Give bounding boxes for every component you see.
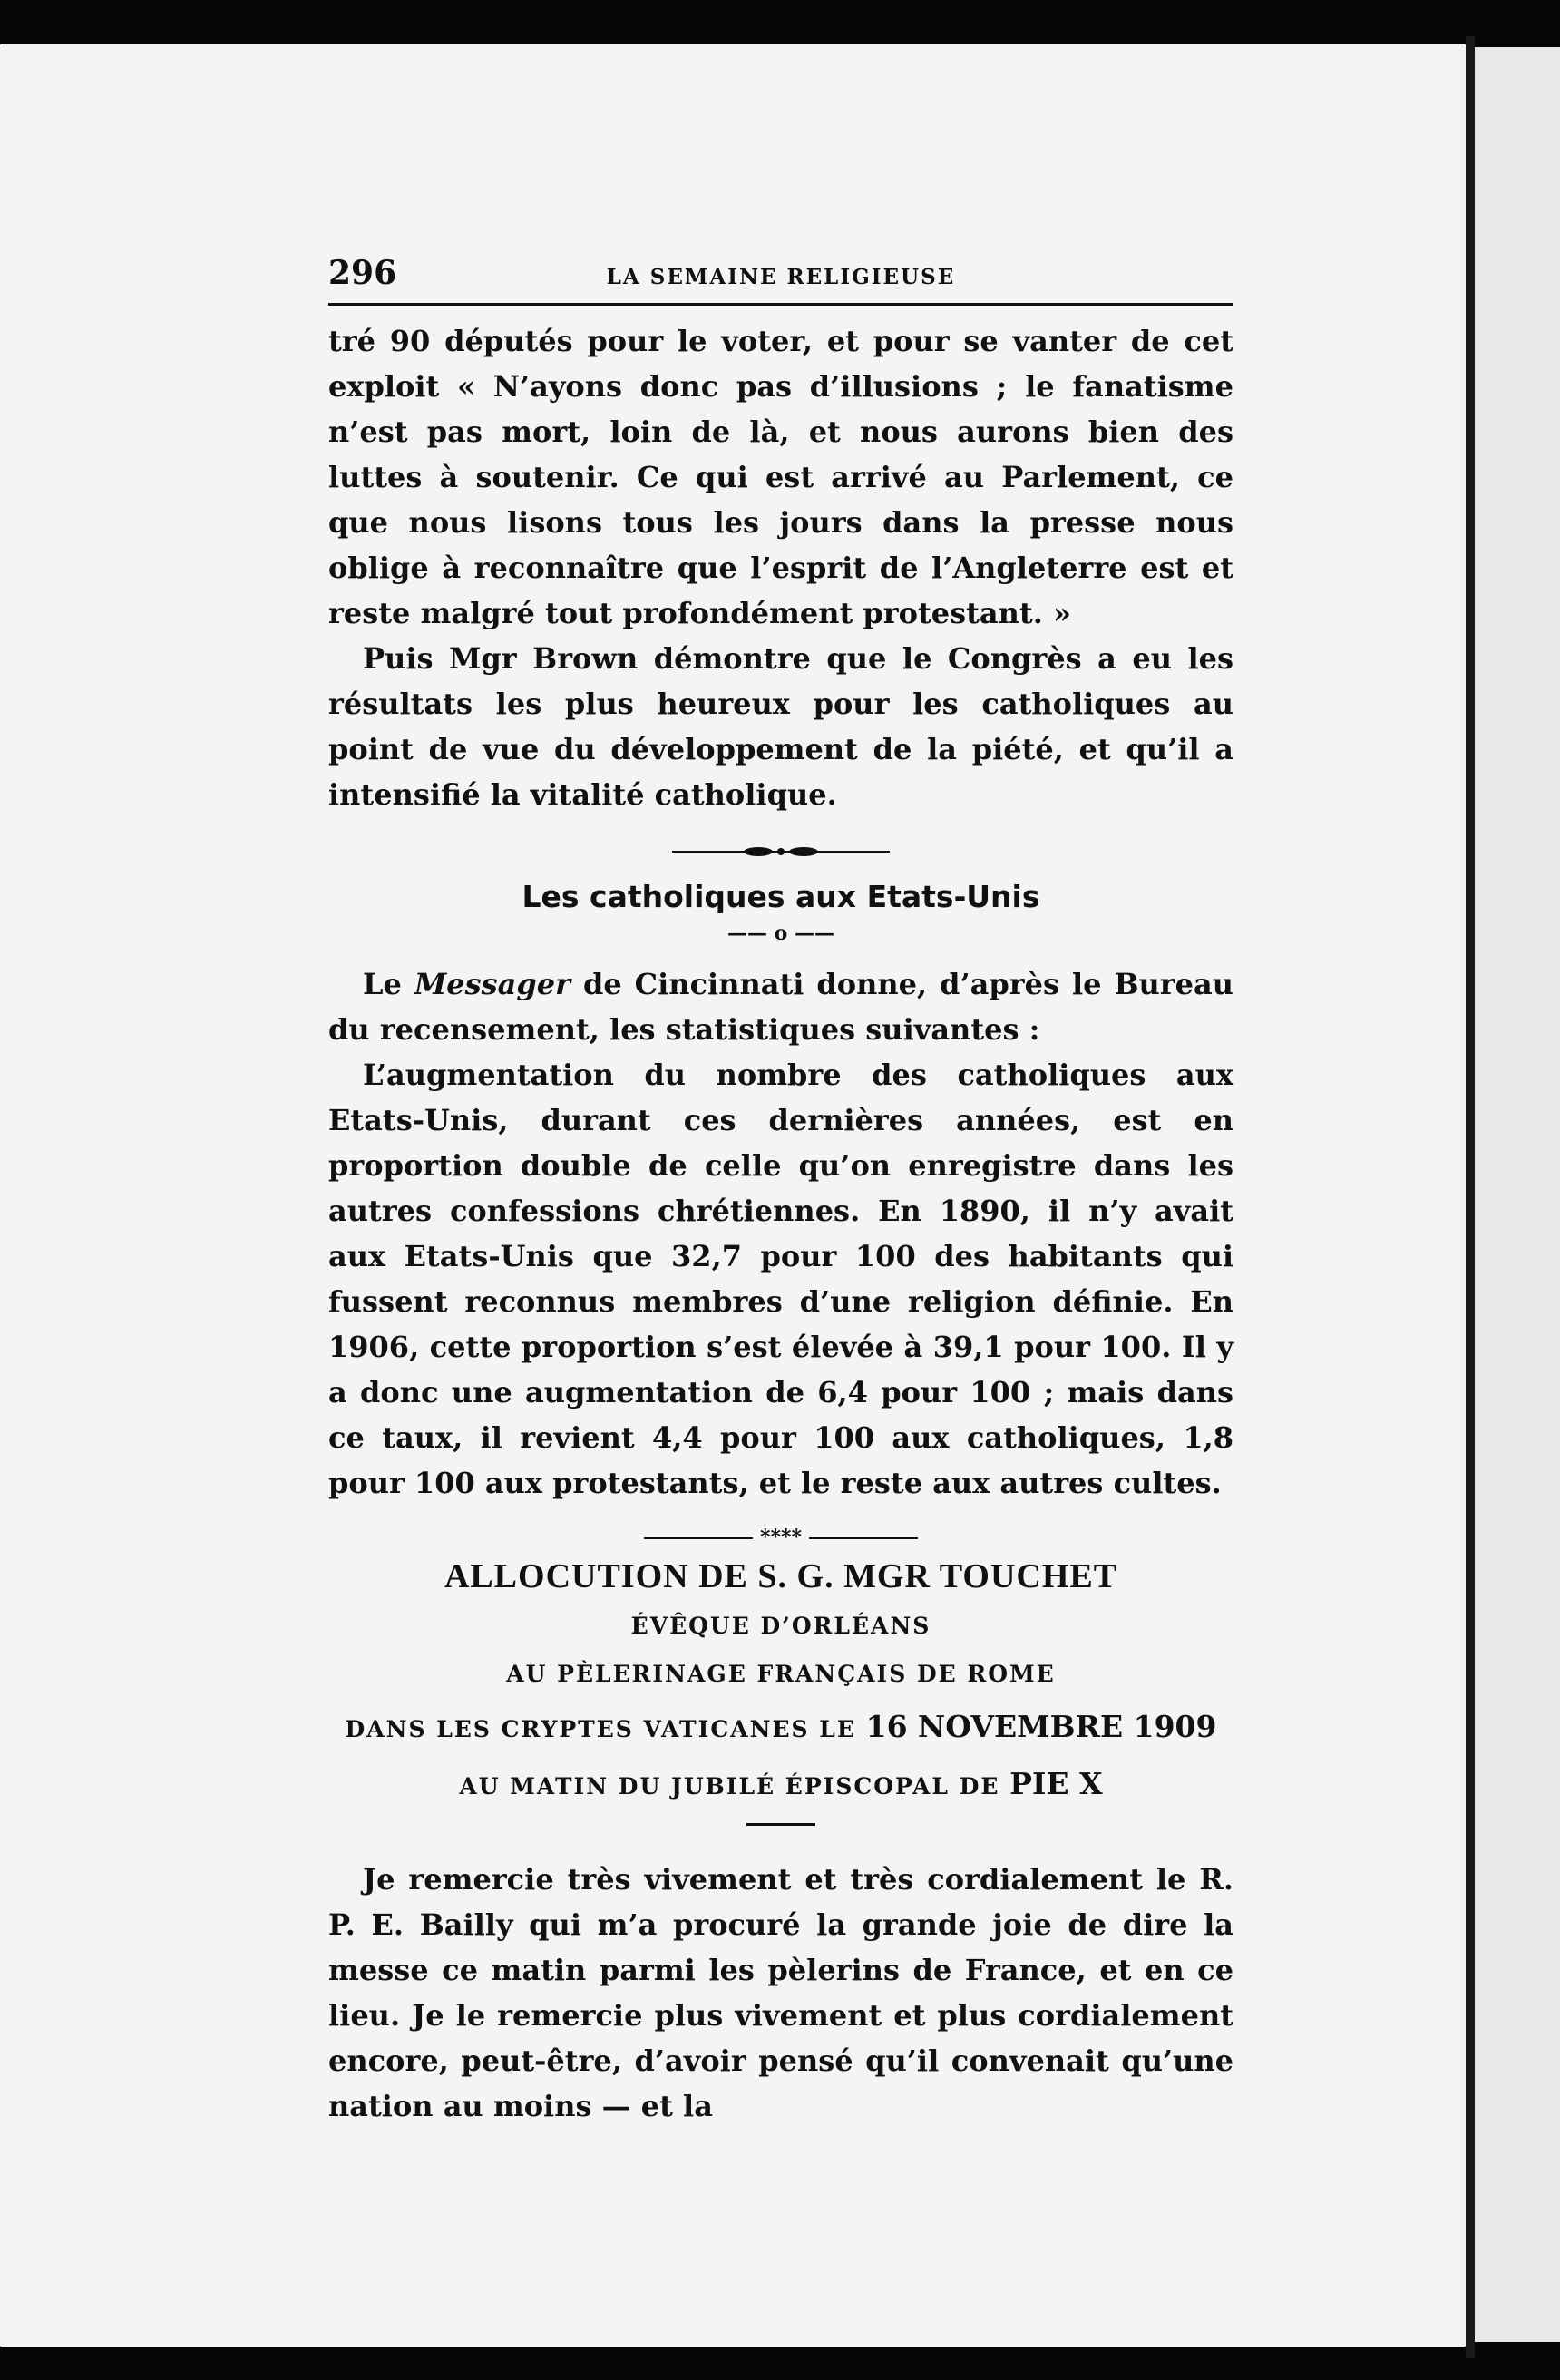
small-separator: —— o —— <box>727 922 834 945</box>
page-number: 296 <box>328 254 397 292</box>
italic-title: Messager <box>414 967 570 1001</box>
page-header <box>328 254 1233 298</box>
paragraph-brown: Puis Mgr Brown démontre que le Congrès a eu les résultats les plus heureux pour les catholiques au point de vue du développement de la piété, et qu’il a intensifié la vitalité catholique. <box>328 641 1233 812</box>
running-title: LA SEMAINE RELIGIEUSE <box>606 265 956 289</box>
separator-line <box>809 1537 918 1539</box>
short-rule <box>746 1823 815 1826</box>
paragraph-statistics: L’augmentation du nombre des catholiques aux Etats-Unis, durant ces dernières années, est en proportion double de celle qu’on enregistre dans les autres confessions chrétiennes. En 1890, il n’y avait aux Etats-Unis que 32,7 pour 100 des habitants qui fussent reconnus membres d’une religion définie. En 1906, cette proportion s’est élevée à 39,1 pour 100. Il y a donc une augmentation de 6,4 pour 100 ; mais dans ce taux, il revient 4,4 pour 100 aux catholiques, 1,8 pour 100 aux protestants, et le reste aux autres cultes. <box>328 1058 1233 1500</box>
page-content <box>328 254 1233 2129</box>
paragraph-continuation: tré 90 députés pour le voter, et pour se vanter de cet exploit « N’ayons donc pas d’illusions ; le fanatisme n’est pas mort, loin de là, et nous aurons bien des luttes à soutenir. Ce qui est arrivé au Parlement, ce que nous lisons tous les jours dans la presse nous oblige à reconnaître que l’esprit de l’Angleterre est et reste malgré tout profondément protestant. » <box>328 324 1233 630</box>
header-rule <box>328 303 1233 306</box>
text-segment: Le <box>363 967 414 1001</box>
subtitle-crypts <box>328 1709 1233 1744</box>
pope-name: PIE X <box>1009 1766 1103 1801</box>
subtitle-jubilee <box>328 1766 1233 1801</box>
ornament-icon <box>672 843 890 861</box>
paragraph-messager <box>328 961 1233 1052</box>
date: 16 NOVEMBRE 1909 <box>865 1709 1217 1744</box>
section-title-etats-unis: Les catholiques aux Etats-Unis <box>522 879 1040 914</box>
stars-separator <box>328 1526 1233 1549</box>
subtitle-bishop: ÉVÊQUE D’ORLÉANS <box>630 1613 931 1639</box>
paragraph-allocution: Je remercie très vivement et très cordialement le R. P. E. Bailly qui m’a procuré la grande joie de dire la messe ce matin parmi les pèlerins de France, et en ce lieu. Je le remercie plus vivement et plus cordialement encore, peut-être, d’avoir pensé qu’il convenait qu’une nation au moins — et la <box>328 1862 1233 2123</box>
allocution-title: ALLOCUTION DE S. G. MGR TOUCHET <box>444 1557 1118 1595</box>
ornament-separator <box>328 843 1233 864</box>
book-gutter <box>1466 36 1475 2358</box>
subtitle-pilgrimage: AU PÈLERINAGE FRANÇAIS DE ROME <box>506 1661 1056 1687</box>
next-page-edge <box>1475 47 1560 2342</box>
text-segment: DANS LES CRYPTES VATICANES LE <box>345 1716 866 1742</box>
separator-line <box>644 1537 753 1539</box>
text-segment: AU MATIN DU JUBILÉ ÉPISCOPAL DE <box>459 1773 1010 1800</box>
stars: **** <box>759 1526 803 1549</box>
text-segment: de Cincinnati donne, d’après le Bureau du recensement, les statistiques suivantes : <box>328 967 1234 1047</box>
